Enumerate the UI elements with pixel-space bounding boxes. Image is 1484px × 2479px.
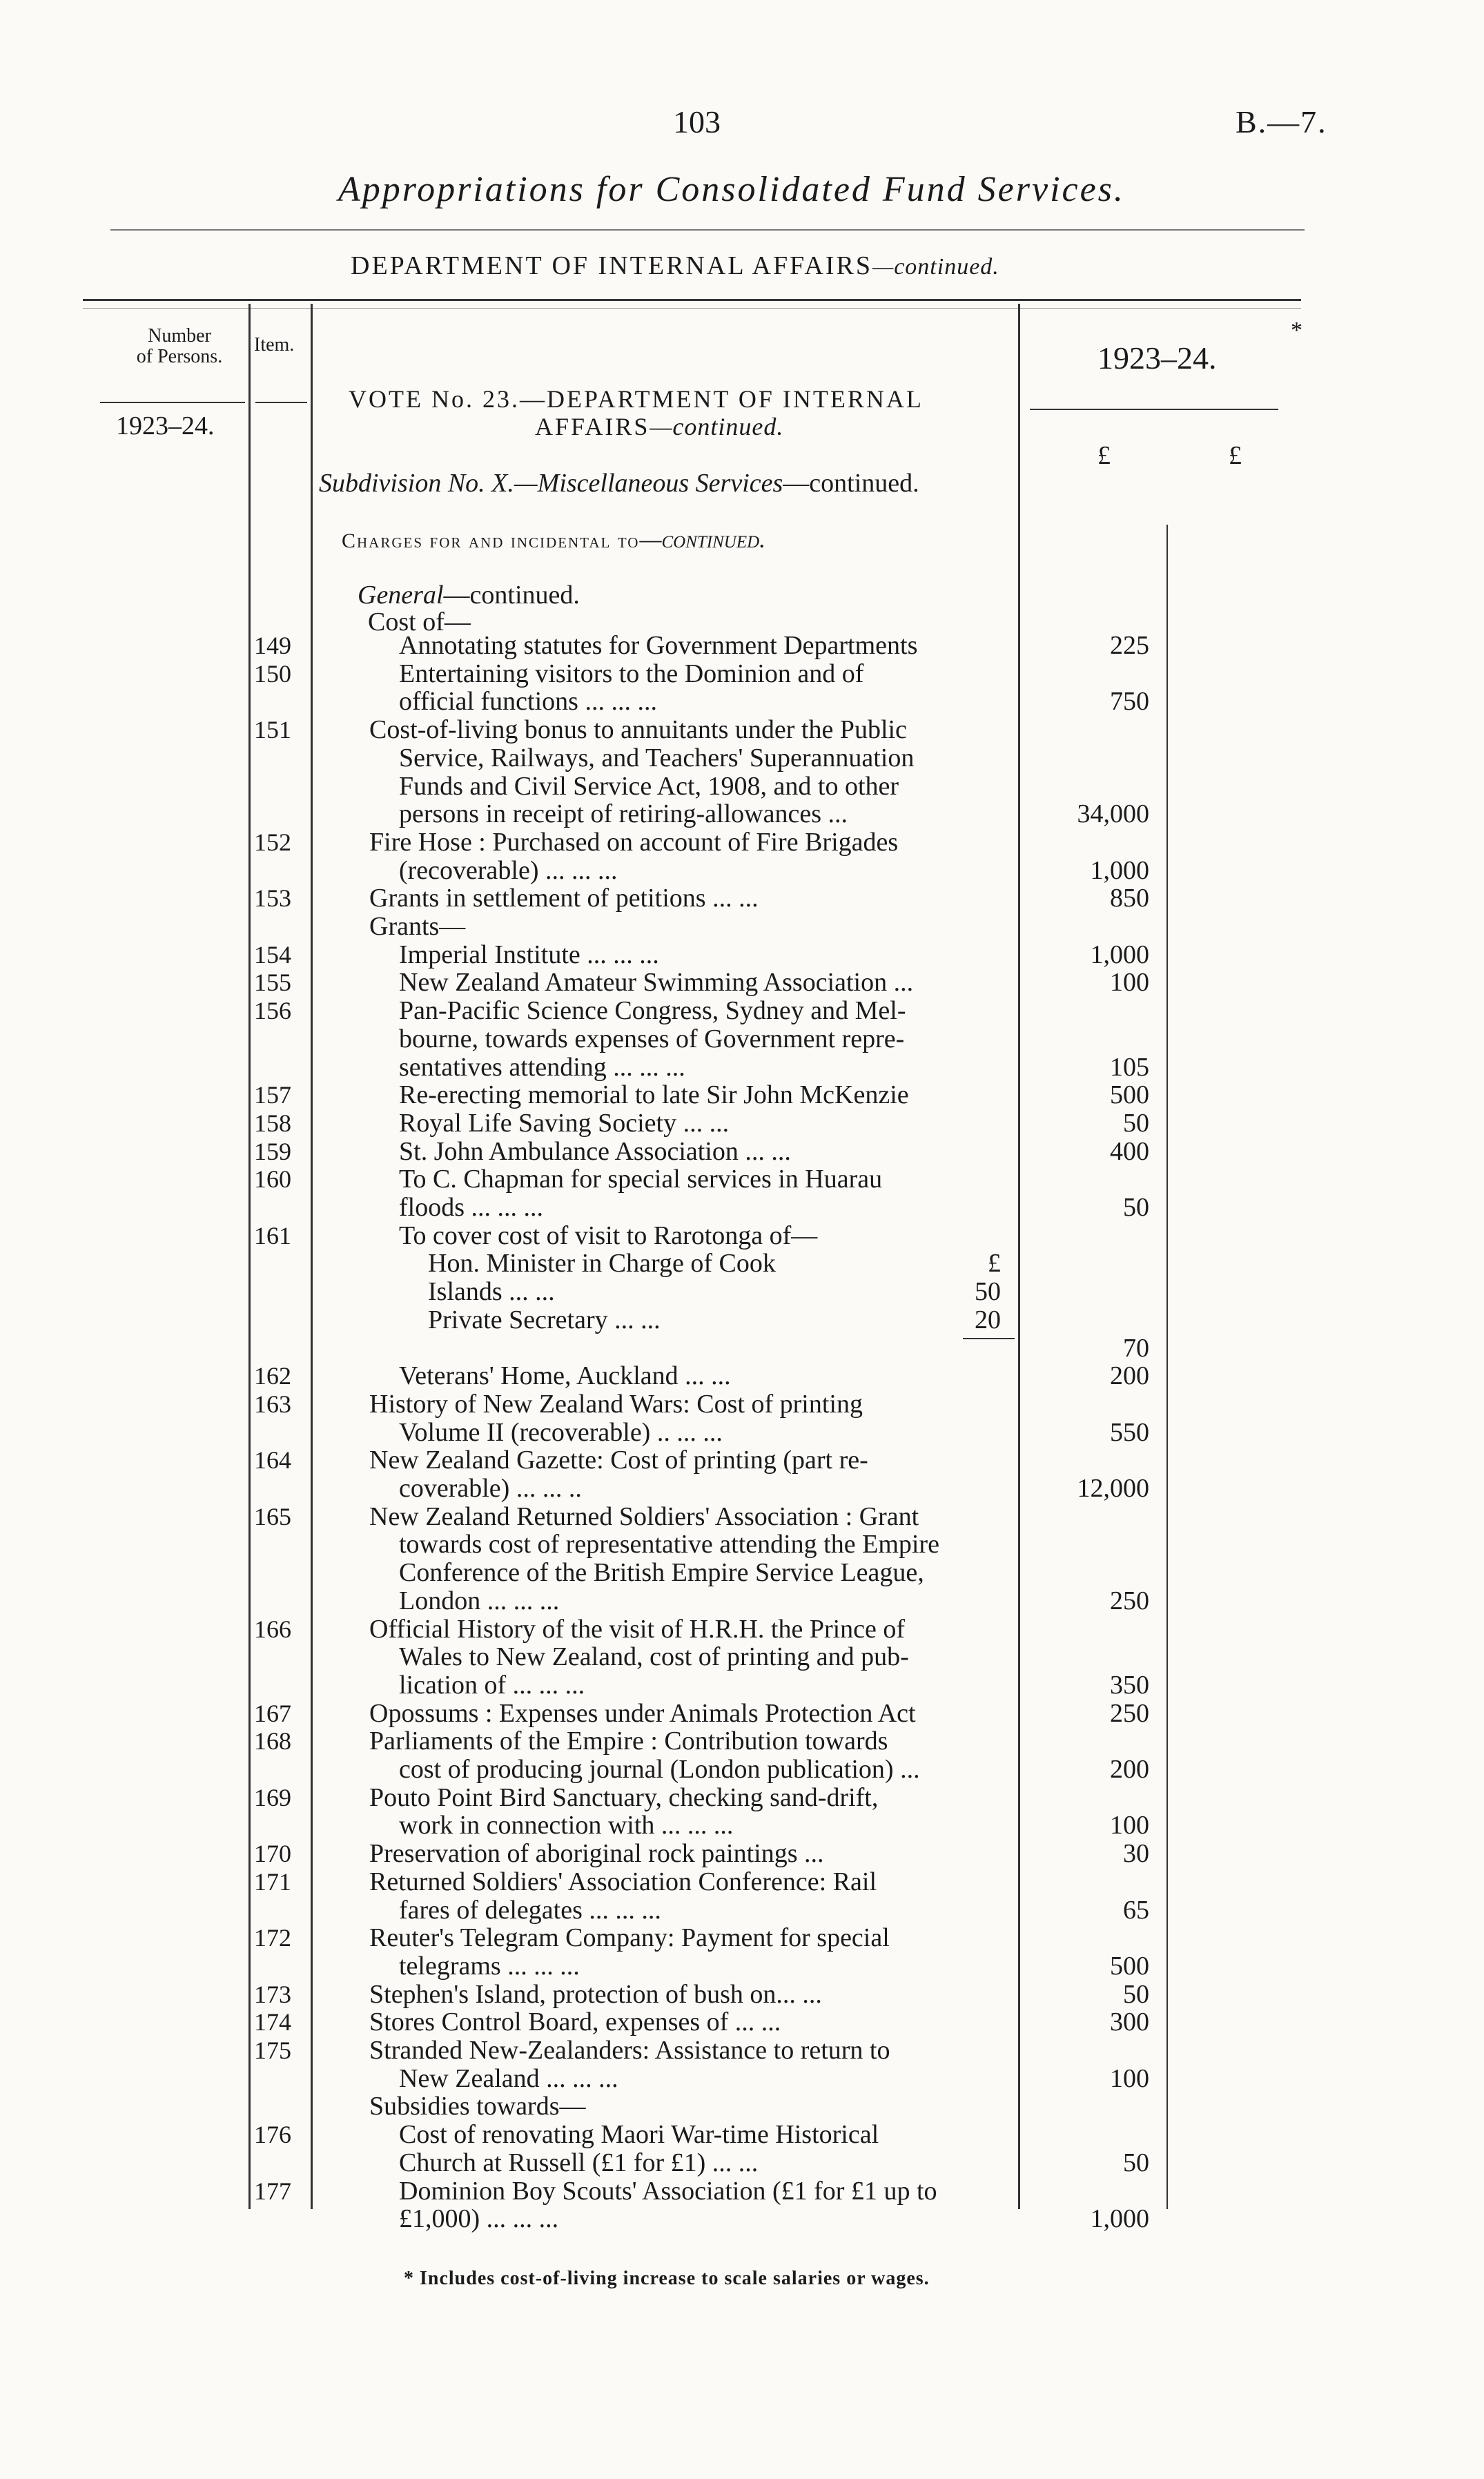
entry-text: Royal Life Saving Society ... ... [399,1109,730,1138]
amount-value: 12,000 [1077,1474,1149,1503]
entry-text: Stores Control Board, expenses of ... ... [369,2007,781,2036]
amount-value: 100 [1110,968,1149,997]
amount-value: 50 [1123,1109,1149,1138]
vote-heading-line2 [535,412,783,441]
general-heading [358,580,580,610]
amount-value: 500 [1110,1952,1149,1981]
page-title: Appropriations for Consolidated Fund Services. [338,170,1125,209]
entry-text: Veterans' Home, Auckland ... ... [399,1361,731,1390]
entry-text: cost of producing journal (London publication) ... [399,1755,920,1784]
item-number: 167 [254,1700,291,1727]
item-number: 164 [254,1446,291,1474]
amount-value: 250 [1110,1586,1149,1615]
entry-text: Islands ... ... [428,1277,555,1306]
item-number: 149 [254,632,291,659]
title-rule [110,229,1305,231]
amount-value: 250 [1110,1699,1149,1728]
item-number: 152 [254,828,291,856]
amount-value: 400 [1110,1137,1149,1166]
item-number: 173 [254,1981,291,2008]
entry-text: Re-erecting memorial to late Sir John McKenzie [399,1080,909,1109]
item-text-divider [311,304,313,2209]
amount-value: 300 [1110,2007,1149,2036]
entry-text: lication of ... ... ... [399,1671,585,1700]
text-amount-divider [1018,304,1020,2209]
amount-value: 50 [1123,2148,1149,2177]
entry-text: London ... ... ... [399,1586,560,1615]
item-number: 171 [254,1868,291,1896]
item-number: 177 [254,2177,291,2205]
entry-text: Service, Railways, and Teachers' Superannuation [399,743,915,772]
item-number: 165 [254,1503,291,1530]
footnote: * Includes cost-of-living increase to scale salaries or wages. [404,2268,930,2289]
year-asterisk: * [1291,318,1302,343]
entry-text: Stephen's Island, protection of bush on... ... [369,1980,822,2009]
item-header-rule [255,402,307,403]
sub-amount: 50 [975,1277,1001,1306]
amount-value: 1,000 [1090,940,1149,969]
entry-text: Grants in settlement of petitions ... ... [369,884,759,913]
item-number: 156 [254,997,291,1024]
entry-text: Stranded New-Zealanders: Assistance to return to [369,2036,890,2065]
persons-header-line2: of Persons. [136,346,223,367]
persons-item-divider [248,304,251,2209]
amount-value: 850 [1110,884,1149,913]
persons-header-line1: Number [148,325,211,347]
entry-text: Subsidies towards— [369,2092,586,2121]
amount-value: 50 [1123,1980,1149,2009]
sub-amount: 20 [975,1305,1001,1334]
vote-heading-affairs: AFFAIRS [535,413,650,440]
entry-text: Cost of renovating Maori War-time Historical [399,2120,879,2149]
general-suffix: —continued. [443,581,580,610]
entry-text: Wales to New Zealand, cost of printing and pub- [399,1642,909,1671]
entry-text: Hon. Minister in Charge of Cook [428,1249,776,1278]
entry-text: Pouto Point Bird Sanctuary, checking sand-drift, [369,1783,879,1812]
persons-column-header [121,326,238,367]
item-number: 169 [254,1784,291,1811]
entry-text: Volume II (recoverable) .. ... ... [399,1418,723,1447]
amount-value: 65 [1123,1896,1149,1925]
table-top-rule [83,299,1301,301]
item-number: 157 [254,1081,291,1109]
subtotal-rule [963,1338,1015,1339]
entry-text: Returned Soldiers' Association Conference: Rail [369,1867,877,1896]
item-number: 160 [254,1165,291,1193]
entry-text: telegrams ... ... ... [399,1952,580,1981]
item-number: 168 [254,1727,291,1755]
item-number: 170 [254,1840,291,1867]
table-top-rule-thin [83,308,1301,309]
entry-text: History of New Zealand Wars: Cost of printing [369,1390,863,1419]
charges-heading [342,525,765,554]
item-number: 154 [254,941,291,969]
entry-text: To cover cost of visit to Rarotonga of— [399,1221,818,1250]
item-number: 162 [254,1362,291,1390]
department-suffix: —continued. [872,254,999,280]
entry-text: Opossums : Expenses under Animals Protection Act [369,1699,916,1728]
amount-value: 225 [1110,631,1149,660]
item-number: 163 [254,1390,291,1418]
item-number: 151 [254,716,291,743]
entry-text: towards cost of representative attending the Empire [399,1530,939,1559]
entry-text: fares of delegates ... ... ... [399,1896,661,1925]
entry-text: New Zealand Gazette: Cost of printing (part re- [369,1446,868,1475]
vote-heading-line1: VOTE No. 23.—DEPARTMENT OF INTERNAL [349,385,924,413]
entry-text: work in connection with ... ... ... [399,1811,734,1840]
year-persons: 1923–24. [116,411,215,440]
entry-text: Preservation of aboriginal rock paintings ... [369,1839,824,1868]
amount-value: 34,000 [1077,799,1149,828]
entry-text: Imperial Institute ... ... ... [399,940,659,969]
vote-heading-suffix: —continued. [650,413,784,440]
item-number: 166 [254,1615,291,1643]
entry-text: Funds and Civil Service Act, 1908, and to other [399,772,899,801]
subdivision-heading [319,468,919,498]
entry-text: Dominion Boy Scouts' Association (£1 for £1 up to [399,2177,937,2206]
entry-text: official functions ... ... ... [399,687,657,716]
subdivision-title: Subdivision No. X.—Miscellaneous Services [319,469,783,498]
item-number: 150 [254,660,291,688]
entry-text: £1,000) ... ... ... [399,2204,559,2233]
amount-header-rule [1030,409,1278,410]
amount-value: 105 [1110,1053,1149,1082]
charges-suffix: —continued. [639,525,766,553]
item-number: 155 [254,969,291,996]
department-name: DEPARTMENT OF INTERNAL AFFAIRS [351,251,872,280]
amount-value: 50 [1123,1193,1149,1222]
amount-value: 1,000 [1090,856,1149,885]
pound-column-1: £ [1097,441,1111,470]
page-number: 103 [673,104,721,139]
item-number: 159 [254,1138,291,1165]
amount-value: 1,000 [1090,2204,1149,2233]
entry-text: To C. Chapman for special services in Huarau [399,1165,883,1194]
sub-amount: £ [988,1249,1001,1278]
amount-value: 70 [1123,1334,1149,1363]
entry-text: coverable) ... ... .. [399,1474,582,1503]
year-amounts: 1923–24. [1097,340,1217,376]
entry-text: sentatives attending ... ... ... [399,1053,685,1082]
entry-text: Cost-of-living bonus to annuitants under the Public [369,715,907,744]
entry-text: Annotating statutes for Government Departments [399,631,918,660]
pound-column-2: £ [1229,441,1242,470]
entry-text: New Zealand ... ... ... [399,2064,618,2093]
amount-value: 550 [1110,1418,1149,1447]
item-column-header: Item. [254,334,295,356]
entry-text: Church at Russell (£1 for £1) ... ... [399,2148,759,2177]
item-number: 175 [254,2036,291,2064]
entry-text: Official History of the visit of H.R.H. the Prince of [369,1615,906,1644]
amount-value: 200 [1110,1361,1149,1390]
item-number: 161 [254,1222,291,1250]
item-number: 172 [254,1924,291,1952]
entry-text: Entertaining visitors to the Dominion and of [399,659,864,688]
department-heading [351,251,999,281]
entry-text: Fire Hose : Purchased on account of Fire Brigades [369,828,899,857]
amount-value: 30 [1123,1839,1149,1868]
document-reference: B.—7. [1236,104,1327,139]
entry-text: Pan-Pacific Science Congress, Sydney and Mel- [399,996,906,1025]
item-number: 158 [254,1109,291,1137]
item-number: 153 [254,884,291,912]
entry-text: St. John Ambulance Association ... ... [399,1137,791,1166]
entry-text: persons in receipt of retiring-allowances ... [399,799,848,828]
amount-columns-divider [1166,525,1168,2209]
entry-text: Parliaments of the Empire : Contribution towards [369,1727,888,1756]
amount-value: 500 [1110,1080,1149,1109]
general-title: General [358,581,444,610]
entry-text: New Zealand Returned Soldiers' Association : Grant [369,1502,919,1531]
entry-text: (recoverable) ... ... ... [399,856,618,885]
entry-text: Grants— [369,912,466,941]
item-number: 174 [254,2008,291,2036]
amount-value: 350 [1110,1671,1149,1700]
amount-value: 750 [1110,687,1149,716]
item-number: 176 [254,2121,291,2148]
entry-text: Reuter's Telegram Company: Payment for special [369,1923,890,1952]
entry-text: floods ... ... ... [399,1193,543,1222]
entry-text: Private Secretary ... ... [428,1305,661,1334]
entry-text: Conference of the British Empire Service League, [399,1558,924,1587]
cost-of-heading: Cost of— [368,607,471,636]
charges-title: Charges for and incidental to [342,529,640,552]
persons-header-rule [100,402,245,403]
amount-value: 100 [1110,1811,1149,1840]
entry-text: bourne, towards expenses of Government repre- [399,1024,905,1053]
subdivision-suffix: —continued. [783,469,919,498]
amount-value: 100 [1110,2064,1149,2093]
entry-text: New Zealand Amateur Swimming Association ... [399,968,914,997]
amount-value: 200 [1110,1755,1149,1784]
